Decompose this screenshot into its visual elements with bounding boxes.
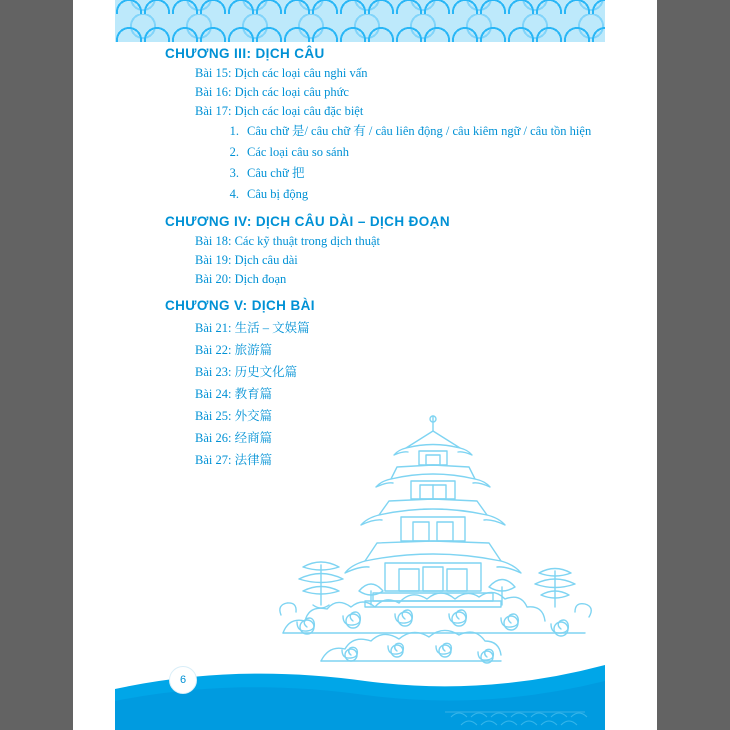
lesson-item: Bài 17: Dịch các loại câu đặc biệt [195, 104, 364, 118]
sub-item-label: Câu chữ 是/ câu chữ 有 / câu liên động / câu kiêm ngữ / câu tồn hiện [247, 124, 592, 138]
lesson-item: Bài 27: 法律篇 [195, 452, 273, 467]
lesson-item: Bài 21: 生活 – 文娱篇 [195, 320, 310, 335]
sub-item-label: Câu chữ 把 [247, 165, 305, 180]
chapter-heading: CHƯƠNG IV: DỊCH CÂU DÀI – DỊCH ĐOẠN [165, 213, 450, 229]
sub-item [73, 186, 645, 203]
table-of-contents [73, 46, 657, 472]
sub-item [73, 165, 645, 182]
lesson-item: Bài 22: 旅游篇 [195, 342, 273, 357]
chapter-heading: CHƯƠNG V: DỊCH BÀI [165, 297, 315, 313]
lesson-item: Bài 26: 经商篇 [195, 430, 273, 445]
sub-item [73, 144, 645, 161]
chapter-heading: CHƯƠNG III: DỊCH CÂU [165, 46, 325, 61]
lesson-item: Bài 15: Dịch các loại câu nghi vấn [195, 66, 368, 80]
top-wave-band [115, 0, 605, 42]
lesson-item: Bài 16: Dịch các loại câu phức [195, 85, 349, 99]
sub-item-number: 1. [229, 124, 239, 138]
sub-item [73, 123, 645, 140]
book-page [73, 0, 657, 730]
sub-item-number: 3. [229, 165, 239, 180]
sub-item-number: 2. [229, 144, 239, 159]
lesson-item: Bài 20: Dịch đoạn [195, 271, 287, 286]
lesson-item: Bài 23: 历史文化篇 [195, 364, 298, 379]
lesson-item: Bài 18: Các kỹ thuật trong dịch thuật [195, 233, 381, 248]
lesson-item: Bài 19: Dịch câu dài [195, 252, 298, 267]
lesson-item: Bài 24: 教育篇 [195, 386, 273, 401]
sub-item-label: Các loại câu so sánh [247, 144, 350, 159]
sub-item-label: Câu bị động [247, 186, 309, 201]
page-number: 6 [169, 666, 197, 694]
sub-item-number: 4. [229, 186, 239, 201]
lesson-item: Bài 25: 外交篇 [195, 408, 273, 423]
